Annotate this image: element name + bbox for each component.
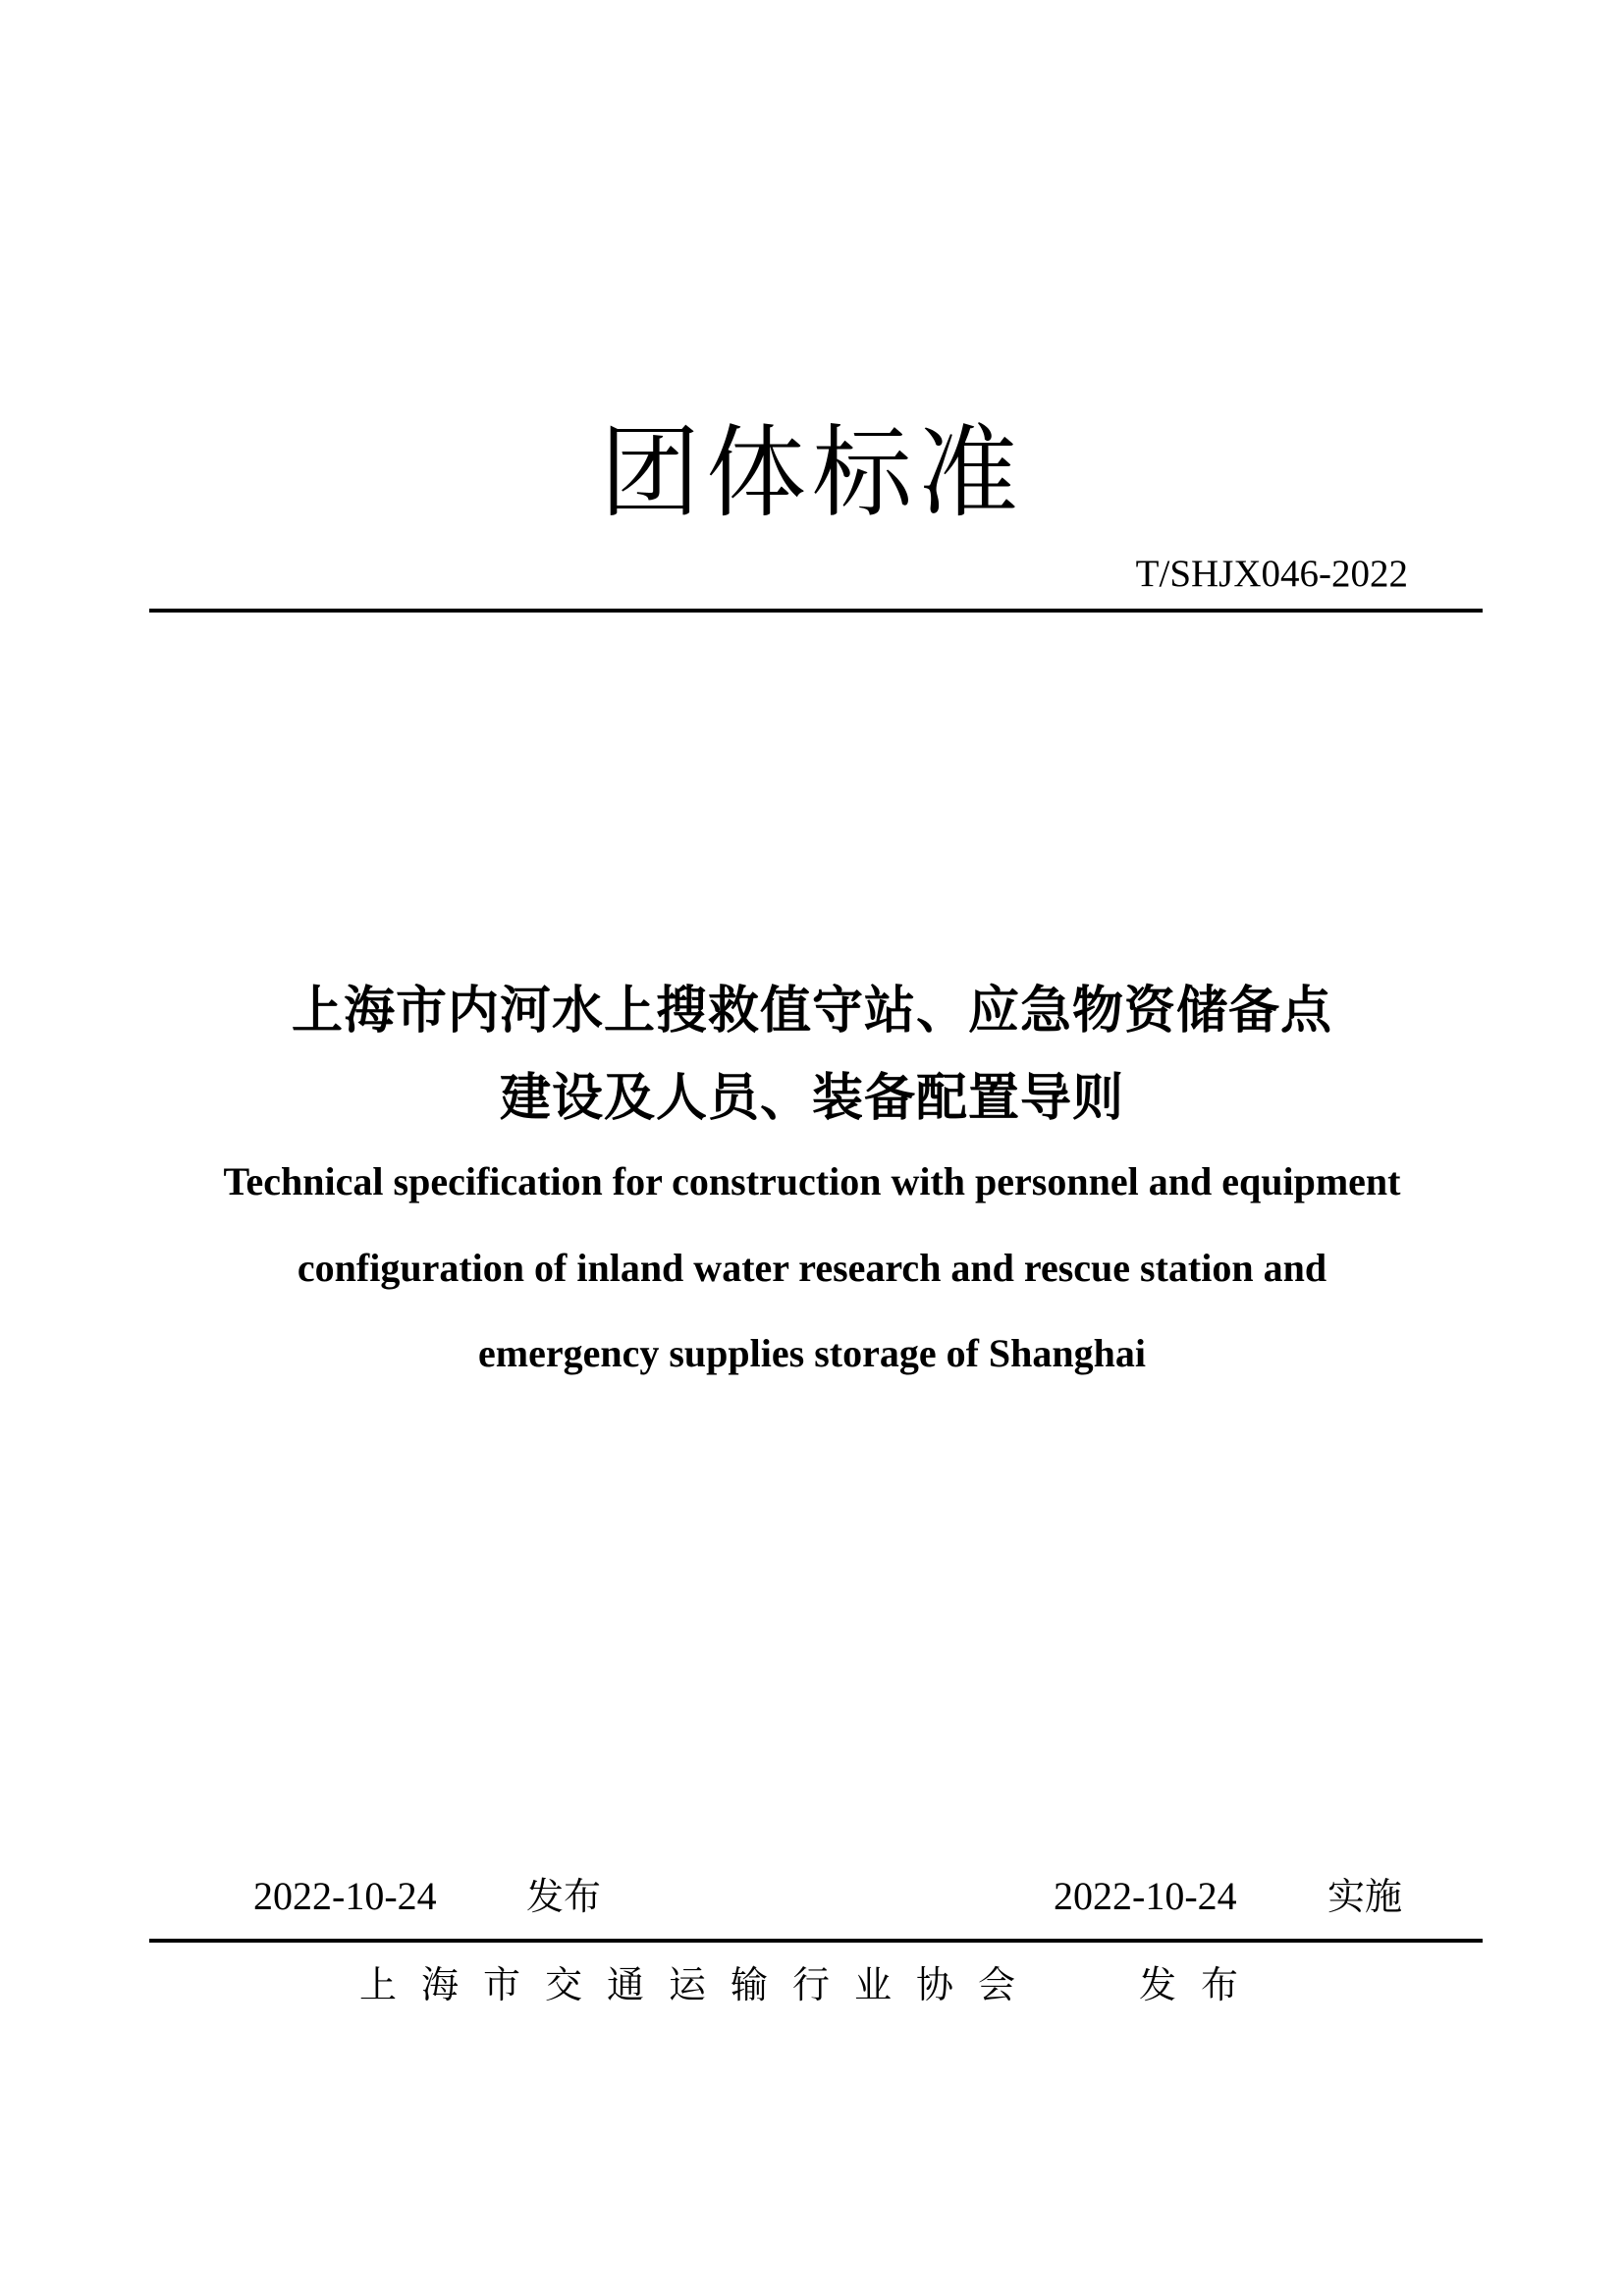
bottom-divider	[149, 1939, 1483, 1943]
publisher-action: 发布	[1139, 1963, 1264, 2006]
implementation-label: 实施	[1327, 1875, 1403, 1918]
issue-date: 2022-10-24	[253, 1874, 437, 1918]
issue-label: 发布	[526, 1875, 602, 1918]
standard-type-heading: 团体标准	[600, 415, 1024, 532]
chinese-title-line-2: 建设及人员、装备配置导则	[499, 1069, 1124, 1128]
english-title-line-2: configuration of inland water research and rescue station and	[297, 1246, 1327, 1290]
implementation-date: 2022-10-24	[1054, 1874, 1237, 1918]
english-title-line-3: emergency supplies storage of Shanghai	[478, 1331, 1146, 1375]
top-divider	[149, 609, 1483, 613]
chinese-title-line-1: 上海市内河水上搜救值守站、应急物资储备点	[291, 982, 1332, 1041]
english-title-line-1: Technical specification for construction with personnel and equipment	[223, 1159, 1401, 1203]
publisher-name: 上海市交通运输行业协会	[359, 1963, 1041, 2006]
standard-number: T/SHJX046-2022	[1135, 553, 1408, 595]
